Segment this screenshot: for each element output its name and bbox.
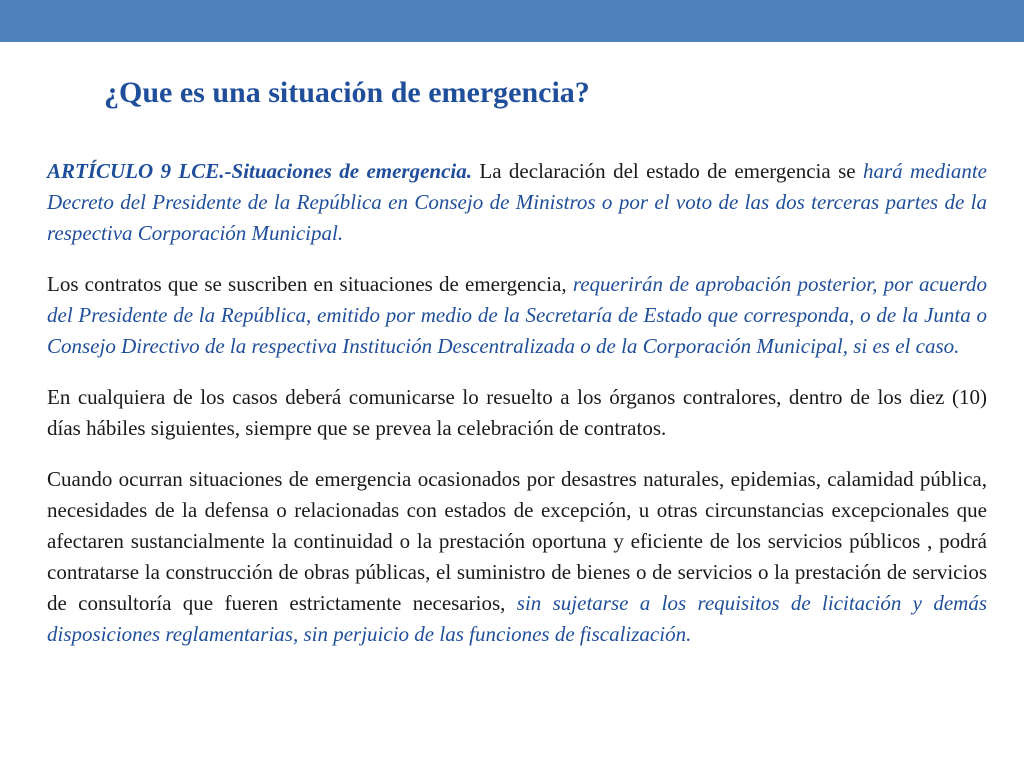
article-heading: ARTÍCULO 9 LCE.-Situaciones de emergencia. bbox=[47, 159, 473, 183]
paragraph-highlight: sin sujetarse a los requisitos de licitación y demás disposiciones reglamentarias, sin perjuicio de las funciones de fiscalización. bbox=[47, 591, 987, 646]
paragraph-emergency-cases bbox=[47, 464, 987, 650]
slide-content bbox=[47, 156, 987, 670]
paragraph-highlight: requerirán de aprobación posterior, por acuerdo del Presidente de la República, emitido por medio de la Secretaría de Estado que corresponda, o de la Junta o Consejo Directivo de la respectiva Institución Descentralizada o de la Corporación Municipal, si es el caso. bbox=[47, 272, 987, 358]
paragraph-article-9 bbox=[47, 156, 987, 249]
paragraph-highlight: hará mediante Decreto del Presidente de la República en Consejo de Ministros o por el voto de las dos terceras partes de la respectiva Corporación Municipal. bbox=[47, 159, 987, 245]
paragraph-text: La declaración del estado de emergencia se bbox=[472, 159, 863, 183]
paragraph-text: Los contratos que se suscriben en situaciones de emergencia, bbox=[47, 272, 573, 296]
paragraph-text: En cualquiera de los casos deberá comunicarse lo resuelto a los órganos contralores, dentro de los diez (10) días hábiles siguientes, siempre que se prevea la celebración de contratos. bbox=[47, 385, 987, 440]
slide-title: ¿Que es una situación de emergencia? bbox=[104, 76, 590, 109]
paragraph-text: Cuando ocurran situaciones de emergencia ocasionados por desastres naturales, epidemias, calamidad pública, necesidades de la defensa o relacionadas con estados de excepción, u otras circunstancias excepcionales que afectaren sustancialmente la continuidad o la prestación oportuna y eficiente de los servicios públicos , podrá contratarse la construcción de obras públicas, el suministro de bienes o de servicios o la prestación de servicios de consultoría que fueren estrictamente necesarios, bbox=[47, 467, 987, 615]
paragraph-contracts bbox=[47, 269, 987, 362]
top-accent-bar bbox=[0, 0, 1024, 42]
paragraph-communication bbox=[47, 382, 987, 444]
